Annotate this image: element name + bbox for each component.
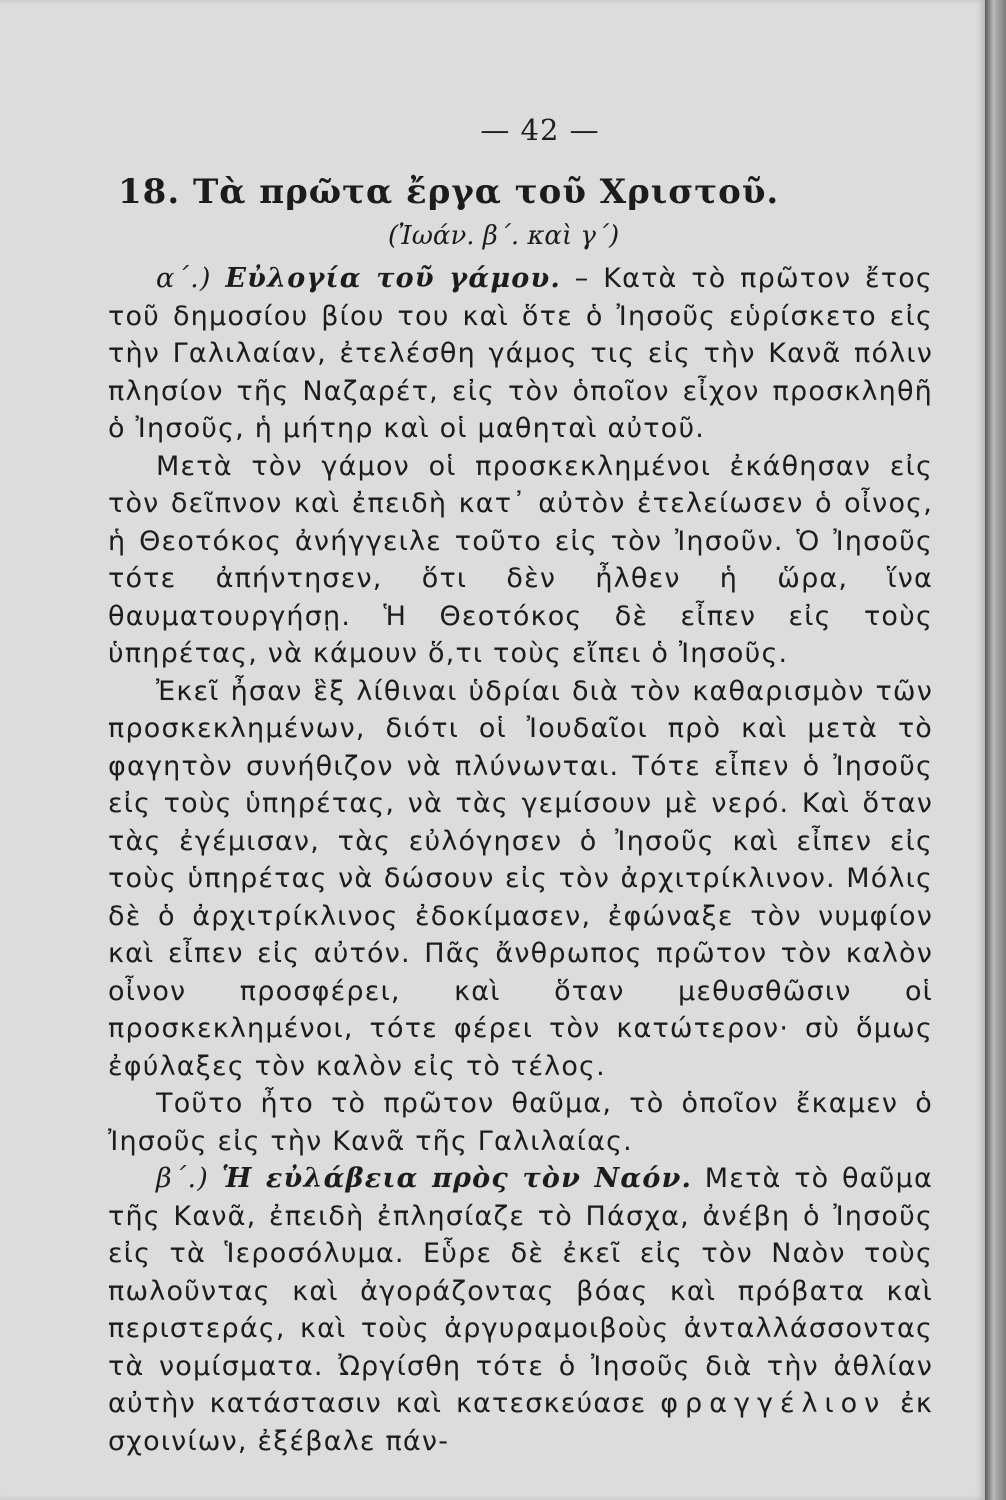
section-a-paragraph-2: Μετὰ τὸν γάμον οἱ προσκεκλημένοι ἐκάθησαν εἰς τὸν δεῖπνον καὶ ἐπειδὴ κατ᾽ αὐτὸν ἐτελείωσεν ὁ οἶνος, ἡ Θεοτόκος ἀνήγγειλε τοῦτο εἰς τὸν Ἰησοῦν. Ὁ Ἰησοῦς τότε ἀπήντησεν, ὅτι δὲν ἦλθεν ἡ ὥρα, ἵνα θαυματουργήσῃ. Ἡ Θεοτόκος δὲ εἶπεν εἰς τοὺς ὑπηρέτας, νὰ κάμουν ὅ,τι τοὺς εἴπει ὁ Ἰησοῦς.: [108, 450, 933, 669]
page-number: — 42 —: [480, 113, 600, 147]
section-b-spaced-word: φραγγέλιον: [660, 1388, 887, 1419]
page-content: [108, 168, 933, 1460]
page-binding-edge: [985, 0, 1006, 1500]
chapter-title: 18. Τὰ πρῶτα ἔργα τοῦ Χριστοῦ.: [118, 172, 780, 212]
section-a-paragraph-3: Ἐκεῖ ἦσαν ἓξ λίθιναι ὑδρίαι διὰ τὸν καθαρισμὸν τῶν προσκεκλημένων, διότι οἱ Ἰουδαῖοι πρὸ καὶ μετὰ τὸ φαγητὸν συνήθιζον νὰ πλύνωνται. Τότε εἶπεν ὁ Ἰησοῦς εἰς τοὺς ὑπηρέτας, νὰ τὰς γεμίσουν μὲ νερό. Καὶ ὅταν τὰς ἐγέμισαν, τὰς εὐλόγησεν ὁ Ἰησοῦς καὶ εἶπεν εἰς τοὺς ὑπηρέτας νὰ δώσουν εἰς τὸν ἀρχιτρίκλινον. Μόλις δὲ ὁ ἀρχιτρίκλινος ἐδοκίμασεν, ἐφώναξε τὸν νυμφίον καὶ εἶπεν εἰς αὐτόν. Πᾶς ἄνθρωπος πρῶτον τὸν καλὸν οἶνον προσφέρει, καὶ ὅταν μεθυσθῶσιν οἱ προσκεκλημένοι, τότε φέρει τὸν κατώτερον· σὺ ὅμως ἐφύλαξες τὸν καλὸν εἰς τὸ τέλος.: [108, 675, 933, 1082]
section-b-text-1: Μετὰ τὸ θαῦμα τῆς Κανᾶ, ἐπειδὴ ἐπλησίαζε τὸ Πάσχα, ἀνέβη ὁ Ἰησοῦς εἰς τὰ Ἱεροσόλυμα. Εὗρε δὲ ἐκεῖ εἰς τὸν Ναὸν τοὺς πωλοῦντας καὶ ἀγοράζοντας βόας καὶ πρόβατα καὶ περιστεράς, καὶ τοὺς ἀργυραμοιβοὺς ἀνταλλάσσοντας τὰ νομίσματα. Ὠργίσθη τότε ὁ Ἰησοῦς διὰ τὴν ἀθλίαν αὐτὴν κατάστασιν καὶ κατεσκεύασε: [108, 1163, 933, 1419]
section-b-title: Ἡ εὐλάβεια πρὸς τὸν Ναόν.: [221, 1163, 693, 1194]
section-a-title: Εὐλογία τοῦ γάμου.: [225, 263, 562, 294]
section-b-paragraph-1: [108, 1160, 933, 1460]
section-a-label: α΄.): [156, 263, 212, 294]
section-a-text-1: – Κατὰ τὸ πρῶτον ἔτος τοῦ δημοσίου βίου του καὶ ὅτε ὁ Ἰησοῦς εὑρίσκετο εἰς τὴν Γαλιλαίαν, ἐτελέσθη γάμος τις εἰς τὴν Κανᾶ πόλιν πλησίον τῆς Ναζαρέτ, εἰς τὸν ὁποῖον εἶχον προσκληθῆ ὁ Ἰησοῦς, ἡ μήτηρ καὶ οἱ μαθηταὶ αὐτοῦ.: [108, 263, 933, 444]
chapter-reference: (Ἰωάν. β΄. καὶ γ΄): [388, 221, 620, 251]
section-b-label: β΄.): [156, 1163, 210, 1194]
section-a-paragraph-4: Τοῦτο ἦτο τὸ πρῶτον θαῦμα, τὸ ὁποῖον ἔκαμεν ὁ Ἰησοῦς εἰς τὴν Κανᾶ τῆς Γαλιλαίας.: [108, 1088, 933, 1157]
section-a-paragraph-1: [108, 260, 933, 448]
section-b-text-2: ἐκ σχοινίων, ἐξέβαλε πάν-: [108, 1388, 933, 1457]
